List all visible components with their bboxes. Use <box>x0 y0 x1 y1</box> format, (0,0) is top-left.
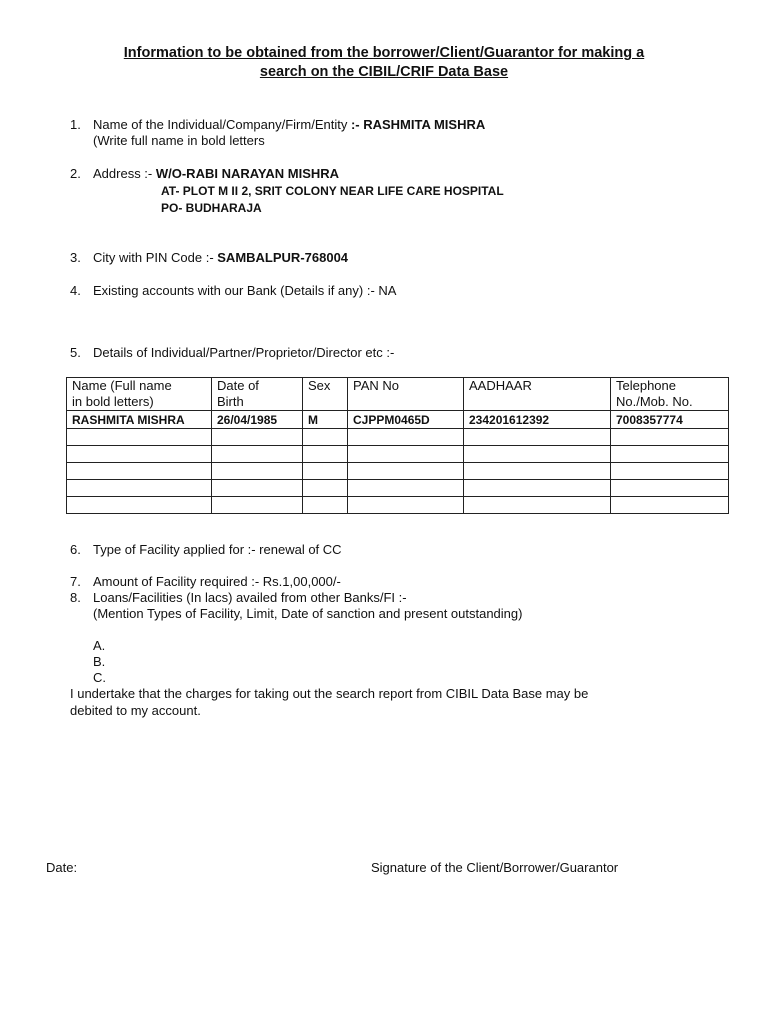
table-header-row <box>67 378 729 411</box>
undertaking-paragraph <box>70 685 710 719</box>
form-title <box>40 44 728 82</box>
table-row <box>67 497 729 514</box>
table-row <box>67 429 729 446</box>
address-line-2: AT- PLOT M II 2, SRIT COLONY NEAR LIFE CARE HOSPITAL <box>161 184 504 198</box>
item-2-label: Address :- <box>93 166 156 181</box>
address-line-3: PO- BUDHARAJA <box>161 201 262 215</box>
signature-label: Signature of the Client/Borrower/Guarantor <box>371 860 619 875</box>
header-aadhaar: AADHAAR <box>464 378 611 411</box>
item-1-text <box>93 117 485 133</box>
item-7-text: Amount of Facility required :- Rs.1,00,000/- <box>93 574 341 589</box>
table-row <box>67 446 729 463</box>
item-6-text: Type of Facility applied for :- renewal of CC <box>93 542 342 557</box>
cell-name: RASHMITA MISHRA <box>67 411 212 429</box>
item-3-value: SAMBALPUR-768004 <box>217 250 349 265</box>
item-1-value: :- RASHMITA MISHRA <box>350 117 486 132</box>
item-1-note: (Write full name in bold letters <box>93 133 265 148</box>
cell-aadhaar: 234201612392 <box>464 411 611 429</box>
subitem-a: A. <box>93 638 106 653</box>
undertaking-line-1: I undertake that the charges for taking out the search report from CIBIL Data Base may be <box>70 686 589 701</box>
subitem-b: B. <box>93 654 106 669</box>
cell-sex: M <box>303 411 348 429</box>
item-2-text <box>93 166 339 182</box>
title-line-2: search on the CIBIL/CRIF Data Base <box>259 64 509 80</box>
item-7-number: 7. <box>70 574 81 589</box>
table-row <box>67 480 729 497</box>
item-4-number: 4. <box>70 283 81 298</box>
subitem-c: C. <box>93 670 106 685</box>
item-5-number: 5. <box>70 345 81 360</box>
item-8-number: 8. <box>70 590 81 605</box>
item-3-number: 3. <box>70 250 81 265</box>
table-row <box>67 411 729 429</box>
item-8-note: (Mention Types of Facility, Limit, Date of sanction and present outstanding) <box>93 606 523 621</box>
cell-pan: CJPPM0465D <box>348 411 464 429</box>
item-3-text <box>93 250 348 266</box>
item-1-number: 1. <box>70 117 81 132</box>
cell-telephone: 7008357774 <box>611 411 729 429</box>
item-2-number: 2. <box>70 166 81 181</box>
item-3-label: City with PIN Code :- <box>93 250 218 265</box>
item-5-text: Details of Individual/Partner/Proprietor/Director etc :- <box>93 345 395 360</box>
header-pan: PAN No <box>348 378 464 411</box>
address-line-1: W/O-RABI NARAYAN MISHRA <box>155 166 340 181</box>
item-1-label: Name of the Individual/Company/Firm/Entity <box>93 117 351 132</box>
undertaking-line-2: debited to my account. <box>70 703 201 718</box>
item-6-number: 6. <box>70 542 81 557</box>
title-line-1: Information to be obtained from the borrower/Client/Guarantor for making a <box>123 45 645 61</box>
header-telephone: Telephone No./Mob. No. <box>611 378 729 411</box>
header-dob: Date of Birth <box>212 378 303 411</box>
item-8-text: Loans/Facilities (In lacs) availed from other Banks/FI :- <box>93 590 407 605</box>
cell-dob: 26/04/1985 <box>212 411 303 429</box>
details-table <box>66 377 729 514</box>
item-4-text: Existing accounts with our Bank (Details if any) :- NA <box>93 283 397 298</box>
date-label: Date: <box>46 860 78 875</box>
header-sex: Sex <box>303 378 348 411</box>
header-name: Name (Full name in bold letters) <box>67 378 212 411</box>
table-row <box>67 463 729 480</box>
